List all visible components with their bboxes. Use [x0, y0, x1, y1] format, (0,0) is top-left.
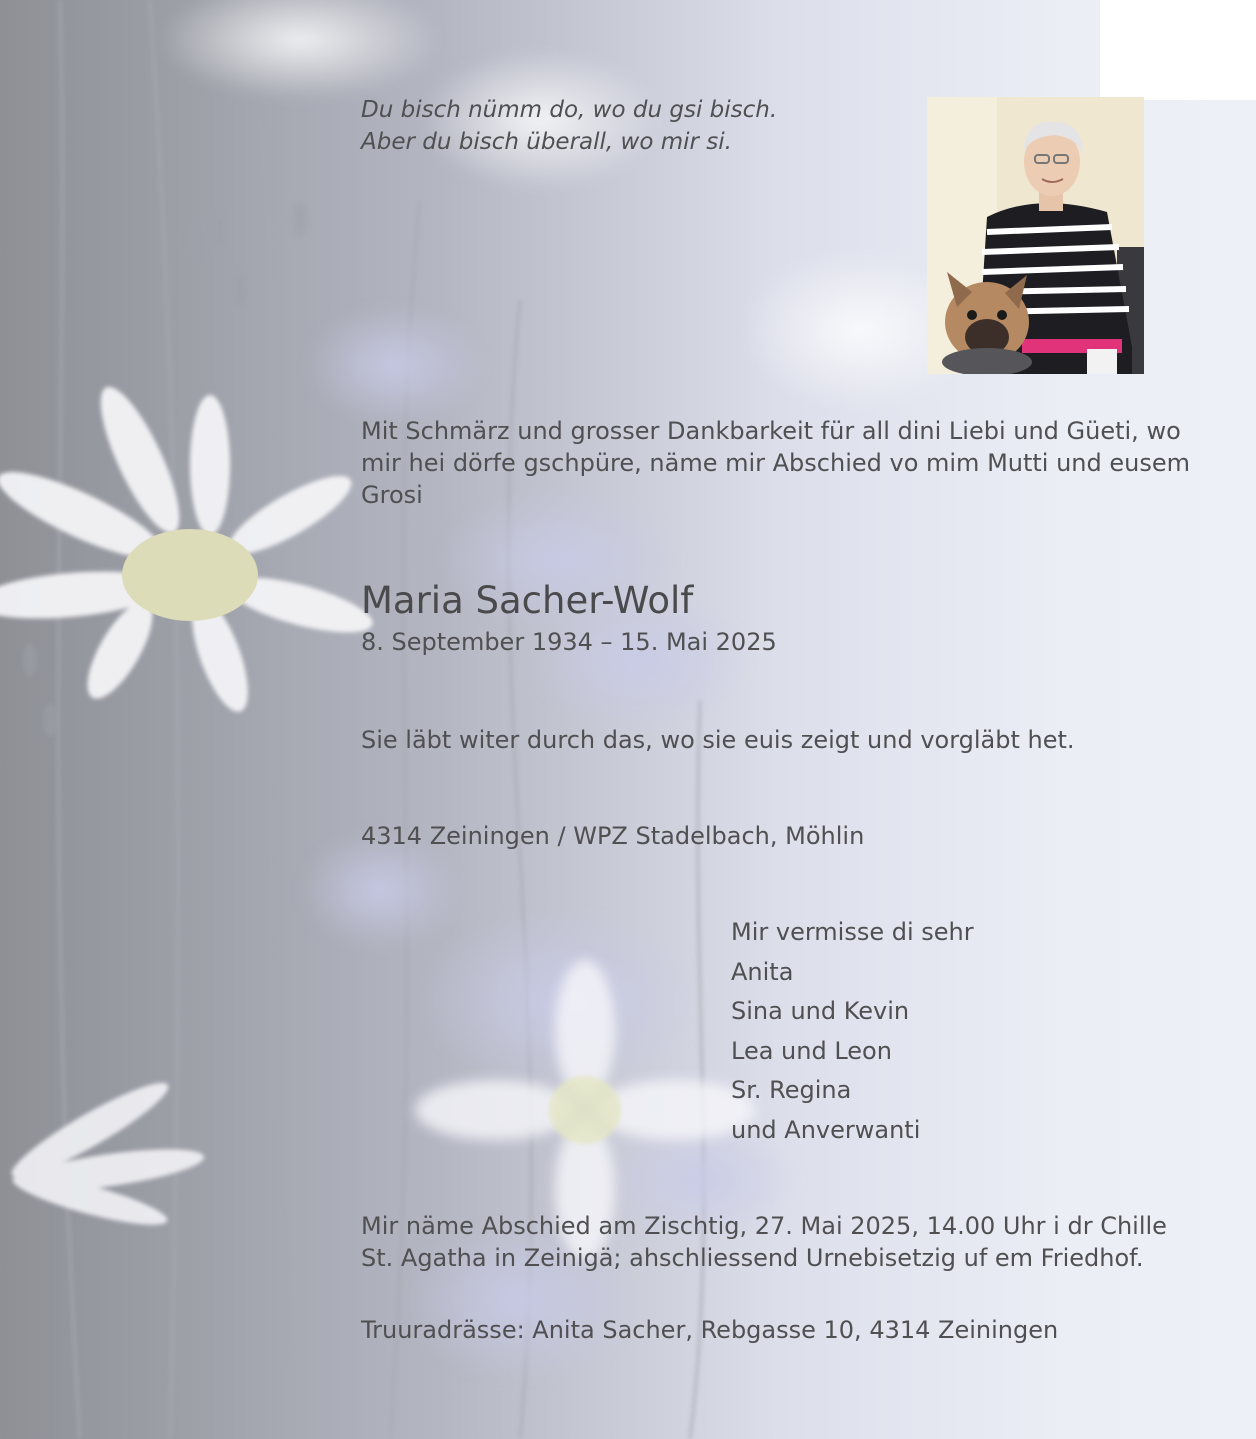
- service-info: Mir näme Abschied am Zischtig, 27. Mai 2025, 14.00 Uhr i dr Chille St. Agatha in Zeinigä; ahschliessend Urnebisetzig uf em Friedhof.: [361, 1212, 1167, 1272]
- mourner-line: Anita: [731, 957, 794, 986]
- mourner-line: Mir vermisse di sehr: [731, 918, 974, 946]
- life-dates: 8. September 1934 – 15. Mai 2025: [361, 628, 777, 656]
- mourner-line: Lea und Leon: [731, 1036, 892, 1065]
- deceased-name: Maria Sacher-Wolf: [361, 579, 694, 622]
- mourner-line: Sr. Regina: [731, 1076, 852, 1105]
- mourner-line: und Anverwanti: [731, 1115, 921, 1144]
- mourners-list: [731, 913, 974, 1151]
- motto-text: Sie läbt witer durch das, wo sie euis zeigt und vorgläbt het.: [361, 726, 1075, 754]
- mourning-address: Truuradrässe: Anita Sacher, Rebgasse 10, 4314 Zeiningen: [361, 1316, 1059, 1344]
- mourner-line: Sina und Kevin: [731, 997, 910, 1026]
- place-text: 4314 Zeiningen / WPZ Stadelbach, Möhlin: [361, 822, 865, 850]
- intro-text: Mit Schmärz und grosser Dankbarkeit für all dini Liebi und Güeti, wo mir hei dörfe gschpüre, näme mir Abschied vo mim Mutti und eusem Grosi: [361, 417, 1191, 509]
- quote-line-2: Aber du bisch überall, wo mir si.: [361, 129, 732, 155]
- portrait-photo: [927, 97, 1144, 374]
- opening-quote: [361, 94, 777, 158]
- quote-line-1: Du bisch nümm do, wo du gsi bisch.: [361, 97, 778, 123]
